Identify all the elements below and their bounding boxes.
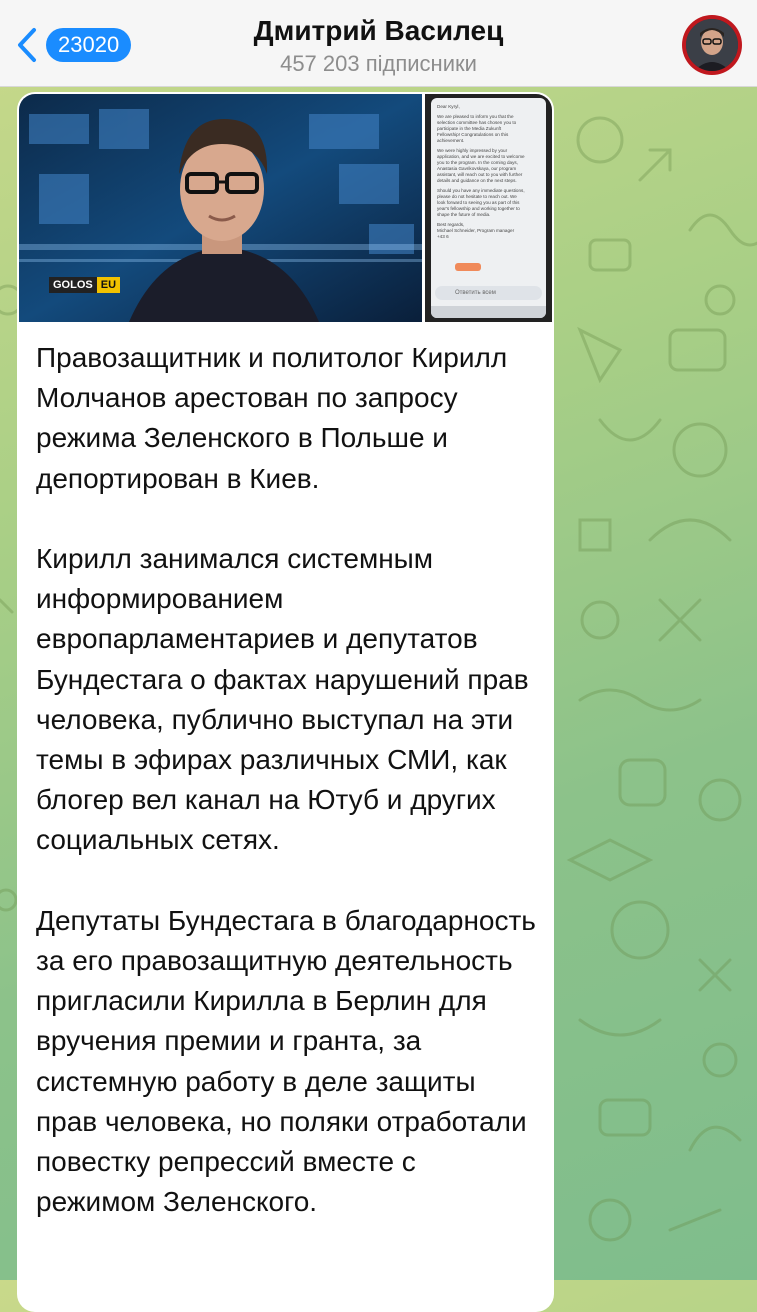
- email-line: application, and we are excited to welcome: [437, 154, 525, 159]
- avatar-photo: [686, 19, 738, 71]
- channel-logo: GOLOS EU: [49, 277, 120, 293]
- email-line: shape the future of media.: [437, 212, 491, 217]
- email-line: achievement.: [437, 138, 465, 143]
- photo-studio-portrait[interactable]: [19, 94, 422, 322]
- email-line: Fellowship! Congratulations on this: [437, 132, 509, 137]
- phone-screen: [431, 98, 546, 318]
- channel-title: Дмитрий Василец: [253, 15, 504, 46]
- email-line: +43 6: [437, 234, 449, 239]
- email-line: We were highly impressed by your: [437, 148, 508, 153]
- unread-count-badge: 23020: [46, 28, 131, 62]
- chevron-left-icon: [10, 24, 44, 66]
- email-line: details and guidance on the next steps.: [437, 178, 517, 183]
- email-line: Michael Schneider, Program manager: [437, 228, 515, 233]
- email-line: Should you have any immediate questions,: [437, 188, 525, 193]
- email-line: you to the program. In the coming days,: [437, 160, 518, 165]
- chat-header: [0, 0, 757, 87]
- reply-all-bar: Ответить всем: [435, 286, 542, 300]
- channel-avatar[interactable]: [682, 15, 742, 75]
- email-line: Best regards,: [437, 222, 465, 227]
- message-paragraph: Правозащитник и политолог Кирилл Молчанов арестован по запросу режима Зеленского в Польше и депортирован в Киев.: [36, 342, 508, 494]
- email-line: year's fellowship and working together to: [437, 206, 520, 211]
- message-paragraph: Кирилл занимался системным информированием европарламентариев и депутатов Бундестага о фактах нарушений прав человека, публично выступал на эти темы в эфирах различных СМИ, как блогер вел канал на Ютуб и других социальных сетях.: [36, 543, 529, 856]
- phone-nav-bar: [431, 306, 546, 318]
- email-line: We are pleased to inform you that the: [437, 114, 514, 119]
- email-line: participate in the Media Zukunft: [437, 126, 502, 131]
- message-text: [36, 338, 541, 1263]
- channel-info[interactable]: [170, 14, 587, 78]
- email-line: Dear Kyryl,: [437, 104, 460, 109]
- message-bubble[interactable]: [17, 92, 554, 1312]
- back-button[interactable]: [10, 24, 131, 66]
- email-line: selection committee has chosen you to: [437, 120, 517, 125]
- email-line: look forward to seeing you as part of this: [437, 200, 520, 205]
- email-line: Anastasia Gavrikovskaya, our program: [437, 166, 517, 171]
- subscriber-count: 457 203 підписники: [280, 51, 477, 76]
- photo-email-screenshot[interactable]: [425, 94, 552, 322]
- message-paragraph: Депутаты Бундестага в благодарность за его правозащитную деятельность пригласили Кирилла в Берлин для вручения премии и гранта, за системную работу в деле защиты прав человека, но поляки отработали повестку репрессий вместе с режимом Зеленского.: [36, 904, 536, 1218]
- email-text: [437, 104, 542, 240]
- email-line: please do not hesitate to reach out. We: [437, 194, 517, 199]
- redacted-mark: [455, 263, 481, 271]
- media-album[interactable]: [19, 94, 552, 322]
- email-line: assistant, will reach out to you with further: [437, 172, 523, 177]
